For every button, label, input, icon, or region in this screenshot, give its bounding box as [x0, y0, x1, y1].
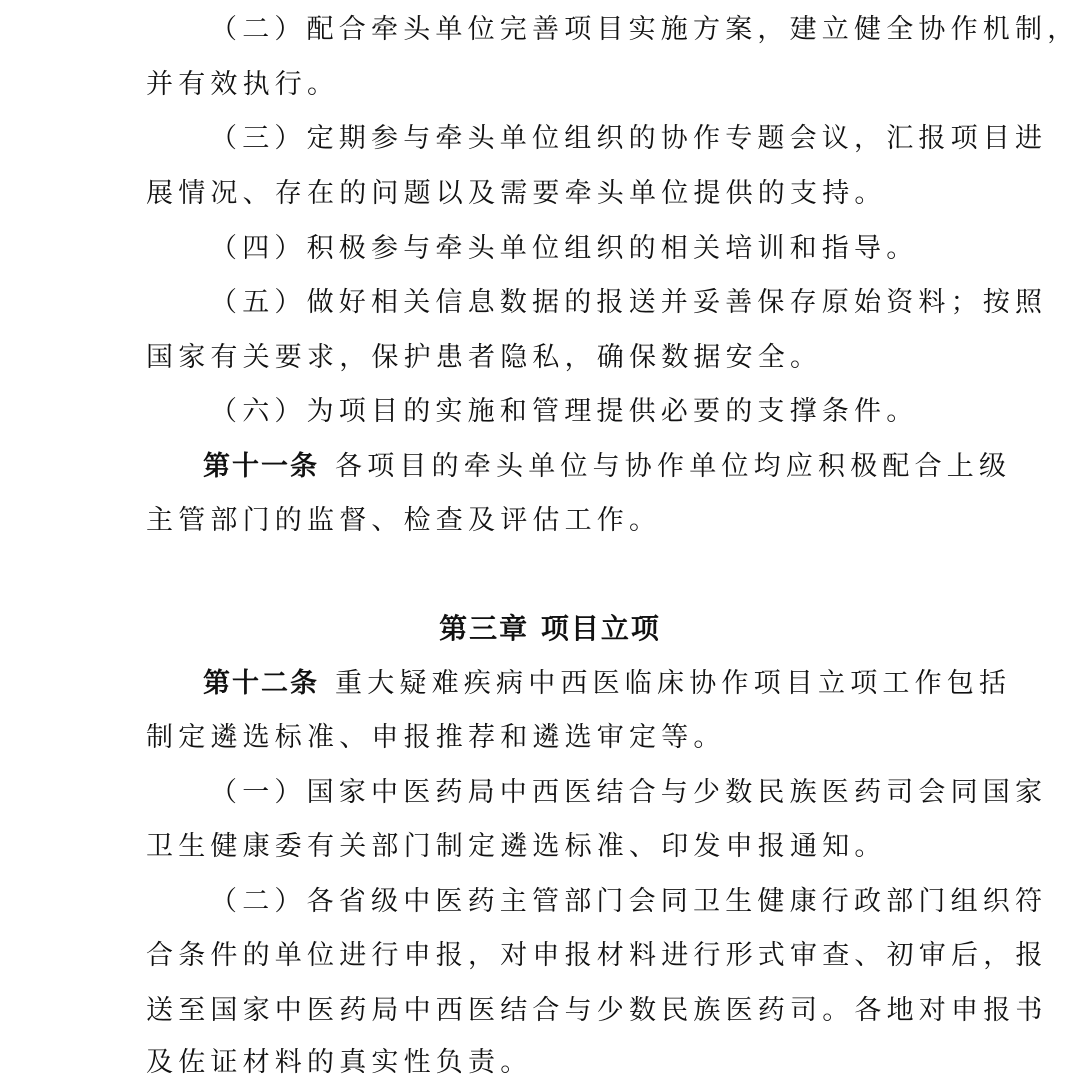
paragraph-line: 卫生健康委有关部门制定遴选标准、印发申报通知。 [146, 831, 887, 862]
paragraph-line: 制定遴选标准、申报推荐和遴选审定等。 [146, 722, 726, 753]
article-12-label: 第十二条 [203, 668, 319, 699]
paragraph-line: （二）各省级中医药主管部门会同卫生健康行政部门组织符 [210, 886, 1048, 917]
paragraph-line: （五）做好相关信息数据的报送并妥善保存原始资料；按照 [210, 287, 1048, 318]
article-11-line [203, 447, 1023, 487]
paragraph-line: 国家有关要求，保护患者隐私，确保数据安全。 [146, 342, 823, 373]
paragraph-line: 并有效执行。 [146, 69, 340, 100]
article-12-text: 重大疑难疾病中西医临床协作项目立项工作包括 [335, 668, 1012, 699]
paragraph-line: （二）配合牵头单位完善项目实施方案，建立健全协作机制， [210, 14, 1080, 45]
paragraph-line: （六）为项目的实施和管理提供必要的支撑条件。 [210, 396, 919, 427]
article-11-label: 第十一条 [203, 451, 319, 482]
article-12-line [203, 664, 1023, 704]
paragraph-line: （四）积极参与牵头单位组织的相关培训和指导。 [210, 233, 919, 264]
paragraph-line: （三）定期参与牵头单位组织的协作专题会议，汇报项目进 [210, 123, 1048, 154]
article-11-text: 各项目的牵头单位与协作单位均应积极配合上级 [335, 451, 1012, 482]
paragraph-line: （一）国家中医药局中西医结合与少数民族医药司会同国家 [210, 777, 1048, 808]
paragraph-line: 主管部门的监督、检查及评估工作。 [146, 505, 662, 536]
paragraph-line: 展情况、存在的问题以及需要牵头单位提供的支持。 [146, 178, 887, 209]
paragraph-line: 合条件的单位进行申报，对申报材料进行形式审查、初审后，报 [146, 940, 1048, 971]
chapter-heading: 第三章 项目立项 [439, 612, 661, 645]
paragraph-line: 及佐证材料的真实性负责。 [146, 1047, 533, 1078]
paragraph-line: 送至国家中医药局中西医结合与少数民族医药司。各地对申报书 [146, 995, 1048, 1026]
